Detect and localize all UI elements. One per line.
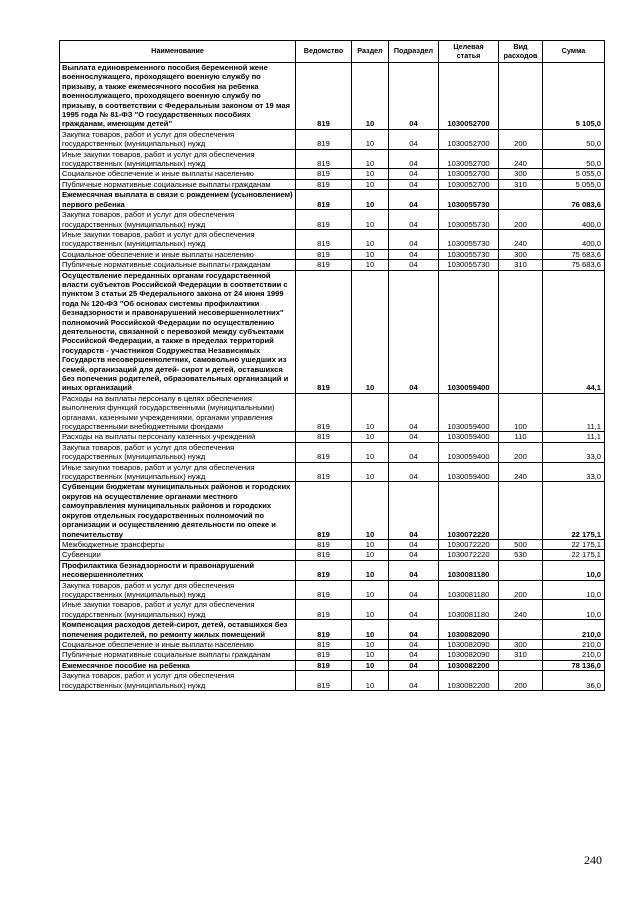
cell-sum: 75 683,6 (543, 260, 605, 270)
cell-sum: 22 175,1 (543, 550, 605, 560)
cell-section: 10 (352, 249, 389, 259)
cell-target-article: 1030072220 (439, 482, 499, 539)
cell-section: 10 (352, 639, 389, 649)
cell-name: Межбюджетные трансферты (60, 539, 296, 549)
cell-expense-type: 240 (499, 149, 543, 169)
cell-section: 10 (352, 229, 389, 249)
cell-expense-type: 500 (499, 539, 543, 549)
table-row (60, 63, 605, 130)
cell-section: 10 (352, 600, 389, 620)
cell-section: 10 (352, 179, 389, 189)
cell-target-article: 1030059400 (439, 432, 499, 442)
cell-name: Профилактика безнадзорности и правонарушений несовершеннолетних (60, 560, 296, 580)
cell-target-article: 1030055730 (439, 210, 499, 230)
cell-subsection: 04 (389, 169, 439, 179)
cell-subsection: 04 (389, 249, 439, 259)
cell-expense-type (499, 620, 543, 640)
table-row (60, 660, 605, 670)
table-row (60, 550, 605, 560)
cell-target-article: 1030055730 (439, 249, 499, 259)
cell-department: 819 (296, 539, 352, 549)
cell-department: 819 (296, 600, 352, 620)
cell-target-article: 1030052700 (439, 169, 499, 179)
table-row (60, 671, 605, 691)
cell-sum: 11,1 (543, 432, 605, 442)
header-expense-type: Вид расходов (499, 41, 543, 63)
cell-department: 819 (296, 442, 352, 462)
table-row (60, 129, 605, 149)
cell-section: 10 (352, 432, 389, 442)
table-row (60, 169, 605, 179)
cell-section: 10 (352, 149, 389, 169)
table-row (60, 179, 605, 189)
cell-name: Расходы на выплаты персоналу казенных учреждений (60, 432, 296, 442)
table-row (60, 462, 605, 482)
cell-expense-type: 300 (499, 249, 543, 259)
cell-section: 10 (352, 270, 389, 393)
table-row (60, 442, 605, 462)
cell-expense-type: 300 (499, 169, 543, 179)
cell-subsection: 04 (389, 620, 439, 640)
cell-expense-type: 310 (499, 260, 543, 270)
table-row (60, 539, 605, 549)
cell-section: 10 (352, 539, 389, 549)
cell-department: 819 (296, 249, 352, 259)
cell-subsection: 04 (389, 580, 439, 600)
header-subsection: Подраздел (389, 41, 439, 63)
cell-target-article: 1030052700 (439, 129, 499, 149)
cell-target-article: 1030055730 (439, 190, 499, 210)
cell-department: 819 (296, 462, 352, 482)
cell-expense-type (499, 482, 543, 539)
cell-subsection: 04 (389, 432, 439, 442)
cell-name: Субвенции (60, 550, 296, 560)
cell-section: 10 (352, 660, 389, 670)
table-row (60, 149, 605, 169)
cell-expense-type: 310 (499, 650, 543, 660)
cell-section: 10 (352, 620, 389, 640)
cell-department: 819 (296, 229, 352, 249)
cell-department: 819 (296, 432, 352, 442)
cell-sum: 400,0 (543, 229, 605, 249)
cell-target-article: 1030082200 (439, 660, 499, 670)
cell-expense-type (499, 63, 543, 130)
cell-name: Осуществление переданных органам государственной власти субъектов Российской Федерации в соответствии с пунктом 3 статьи 25 Федерального закона от 24 июня 1999 года № 120-ФЗ "Об основах системы профилактики безнадзорности и правонарушений несовершеннолетних" полномочий Российской Федерации по осуществлению деятельности, связанной с перевозкой между субъектами Российской Федерации, а также в пределах территорий государств - участников Содружества Независимых Государств несовершеннолетних, самовольно ушедших из семей, организаций для детей- сирот и детей, оставшихся без попечения родителей, образовательных организаций и иных организаций (60, 270, 296, 393)
cell-name: Закупка товаров, работ и услуг для обеспечения государственных (муниципальных) нужд (60, 671, 296, 691)
cell-sum: 210,0 (543, 639, 605, 649)
table-row (60, 249, 605, 259)
cell-sum: 400,0 (543, 210, 605, 230)
header-name: Наименование (60, 41, 296, 63)
cell-department: 819 (296, 63, 352, 130)
cell-expense-type: 200 (499, 580, 543, 600)
cell-section: 10 (352, 129, 389, 149)
header-target-article: Целевая статья (439, 41, 499, 63)
table-row (60, 229, 605, 249)
cell-name: Ежемесячная выплата в связи с рождением (усыновлением) первого ребенка (60, 190, 296, 210)
cell-expense-type: 240 (499, 600, 543, 620)
cell-subsection: 04 (389, 270, 439, 393)
cell-subsection: 04 (389, 442, 439, 462)
cell-subsection: 04 (389, 229, 439, 249)
cell-department: 819 (296, 190, 352, 210)
cell-department: 819 (296, 169, 352, 179)
header-department: Ведомство (296, 41, 352, 63)
cell-department: 819 (296, 580, 352, 600)
cell-department: 819 (296, 393, 352, 432)
cell-sum: 10,0 (543, 560, 605, 580)
cell-subsection: 04 (389, 260, 439, 270)
cell-subsection: 04 (389, 63, 439, 130)
cell-name: Закупка товаров, работ и услуг для обеспечения государственных (муниципальных) нужд (60, 210, 296, 230)
cell-subsection: 04 (389, 190, 439, 210)
cell-sum: 10,0 (543, 580, 605, 600)
cell-name: Закупка товаров, работ и услуг для обеспечения государственных (муниципальных) нужд (60, 129, 296, 149)
cell-department: 819 (296, 620, 352, 640)
cell-name: Публичные нормативные социальные выплаты гражданам (60, 260, 296, 270)
cell-department: 819 (296, 550, 352, 560)
cell-target-article: 1030059400 (439, 442, 499, 462)
cell-section: 10 (352, 442, 389, 462)
cell-department: 819 (296, 260, 352, 270)
table-row (60, 600, 605, 620)
cell-subsection: 04 (389, 560, 439, 580)
budget-table (59, 40, 605, 691)
cell-sum: 22 175,1 (543, 482, 605, 539)
cell-section: 10 (352, 190, 389, 210)
cell-subsection: 04 (389, 462, 439, 482)
cell-name: Ежемесячное пособие на ребенка (60, 660, 296, 670)
cell-sum: 50,0 (543, 129, 605, 149)
cell-section: 10 (352, 260, 389, 270)
table-row (60, 393, 605, 432)
cell-section: 10 (352, 210, 389, 230)
cell-sum: 76 083,6 (543, 190, 605, 210)
cell-name: Расходы на выплаты персоналу в целях обеспечения выполнения функций государственными (муниципальными) органами, казенными учреждениями, органами управления государственными внебюджетными фондами (60, 393, 296, 432)
header-sum: Сумма (543, 41, 605, 63)
header-section: Раздел (352, 41, 389, 63)
cell-sum: 78 136,0 (543, 660, 605, 670)
cell-subsection: 04 (389, 129, 439, 149)
cell-expense-type: 100 (499, 393, 543, 432)
cell-sum: 75 683,6 (543, 249, 605, 259)
cell-name: Закупка товаров, работ и услуг для обеспечения государственных (муниципальных) нужд (60, 580, 296, 600)
cell-subsection: 04 (389, 482, 439, 539)
cell-department: 819 (296, 270, 352, 393)
cell-subsection: 04 (389, 600, 439, 620)
cell-expense-type: 200 (499, 210, 543, 230)
cell-department: 819 (296, 129, 352, 149)
cell-name: Иные закупки товаров, работ и услуг для обеспечения государственных (муниципальных) нужд (60, 149, 296, 169)
cell-subsection: 04 (389, 650, 439, 660)
cell-section: 10 (352, 63, 389, 130)
cell-expense-type (499, 660, 543, 670)
page-number: 240 (584, 853, 602, 867)
cell-sum: 22 175,1 (543, 539, 605, 549)
cell-sum: 11,1 (543, 393, 605, 432)
table-row (60, 560, 605, 580)
cell-section: 10 (352, 550, 389, 560)
cell-expense-type: 240 (499, 229, 543, 249)
cell-subsection: 04 (389, 179, 439, 189)
cell-department: 819 (296, 671, 352, 691)
cell-department: 819 (296, 149, 352, 169)
cell-section: 10 (352, 462, 389, 482)
cell-subsection: 04 (389, 210, 439, 230)
cell-target-article: 1030052700 (439, 149, 499, 169)
cell-name: Социальное обеспечение и иные выплаты населению (60, 169, 296, 179)
cell-expense-type: 310 (499, 179, 543, 189)
cell-subsection: 04 (389, 550, 439, 560)
cell-sum: 5 055,0 (543, 169, 605, 179)
cell-name: Иные закупки товаров, работ и услуг для обеспечения государственных (муниципальных) нужд (60, 600, 296, 620)
cell-department: 819 (296, 650, 352, 660)
cell-department: 819 (296, 660, 352, 670)
cell-target-article: 1030059400 (439, 462, 499, 482)
cell-expense-type: 240 (499, 462, 543, 482)
cell-target-article: 1030082200 (439, 671, 499, 691)
cell-sum: 33,0 (543, 462, 605, 482)
cell-target-article: 1030072220 (439, 539, 499, 549)
cell-sum: 5 055,0 (543, 179, 605, 189)
cell-section: 10 (352, 560, 389, 580)
cell-department: 819 (296, 482, 352, 539)
cell-target-article: 1030082090 (439, 639, 499, 649)
cell-section: 10 (352, 393, 389, 432)
cell-section: 10 (352, 671, 389, 691)
cell-target-article: 1030081180 (439, 600, 499, 620)
cell-department: 819 (296, 210, 352, 230)
cell-name: Иные закупки товаров, работ и услуг для обеспечения государственных (муниципальных) нужд (60, 462, 296, 482)
cell-name: Субвенции бюджетам муниципальных районов и городских округов на осуществление органами местного самоуправления муниципальных районов и городских округов отдельных государственных полномочий по организации и осуществлению деятельности по опеке и попечительству (60, 482, 296, 539)
table-row (60, 580, 605, 600)
cell-name: Социальное обеспечение и иные выплаты населению (60, 249, 296, 259)
cell-target-article: 1030059400 (439, 393, 499, 432)
cell-subsection: 04 (389, 671, 439, 691)
cell-section: 10 (352, 580, 389, 600)
cell-subsection: 04 (389, 639, 439, 649)
cell-name: Выплата единовременного пособия беременной жене военнослужащего, проходящего военную службу по призыву, а также ежемесячного пособия на ребенка военнослужащего, проходящего военную службу по призыву, в соответствии с Федеральным законом от 19 мая 1995 года № 81-ФЗ "О государственных пособиях гражданам, имеющим детей" (60, 63, 296, 130)
cell-target-article: 1030081180 (439, 560, 499, 580)
cell-target-article: 1030072220 (439, 550, 499, 560)
cell-sum: 50,0 (543, 149, 605, 169)
cell-expense-type (499, 190, 543, 210)
cell-section: 10 (352, 169, 389, 179)
cell-name: Компенсация расходов детей-сирот, детей, оставшихся без попечения родителей, по ремонту жилых помещений (60, 620, 296, 640)
cell-sum: 36,0 (543, 671, 605, 691)
cell-target-article: 1030055730 (439, 229, 499, 249)
cell-sum: 210,0 (543, 620, 605, 640)
cell-subsection: 04 (389, 393, 439, 432)
table-row (60, 620, 605, 640)
cell-expense-type: 300 (499, 639, 543, 649)
cell-expense-type (499, 270, 543, 393)
table-row (60, 432, 605, 442)
cell-sum: 44,1 (543, 270, 605, 393)
cell-department: 819 (296, 560, 352, 580)
cell-sum: 10,0 (543, 600, 605, 620)
cell-target-article: 1030052700 (439, 179, 499, 189)
table-row (60, 650, 605, 660)
cell-name: Закупка товаров, работ и услуг для обеспечения государственных (муниципальных) нужд (60, 442, 296, 462)
cell-expense-type: 200 (499, 671, 543, 691)
cell-name: Социальное обеспечение и иные выплаты населению (60, 639, 296, 649)
cell-name: Иные закупки товаров, работ и услуг для обеспечения государственных (муниципальных) нужд (60, 229, 296, 249)
cell-target-article: 1030059400 (439, 270, 499, 393)
cell-expense-type: 200 (499, 442, 543, 462)
budget-table-container (59, 40, 604, 691)
table-row (60, 190, 605, 210)
cell-target-article: 1030081180 (439, 580, 499, 600)
cell-sum: 5 105,0 (543, 63, 605, 130)
cell-expense-type: 200 (499, 129, 543, 149)
table-row (60, 210, 605, 230)
cell-target-article: 1030055730 (439, 260, 499, 270)
cell-expense-type: 530 (499, 550, 543, 560)
cell-name: Публичные нормативные социальные выплаты гражданам (60, 179, 296, 189)
cell-name: Публичные нормативные социальные выплаты гражданам (60, 650, 296, 660)
cell-department: 819 (296, 639, 352, 649)
table-row (60, 260, 605, 270)
cell-sum: 33,0 (543, 442, 605, 462)
cell-target-article: 1030082090 (439, 620, 499, 640)
cell-section: 10 (352, 650, 389, 660)
cell-subsection: 04 (389, 539, 439, 549)
table-body (60, 63, 605, 691)
cell-section: 10 (352, 482, 389, 539)
cell-sum: 210,0 (543, 650, 605, 660)
table-header-row (60, 41, 605, 63)
cell-subsection: 04 (389, 660, 439, 670)
cell-target-article: 1030052700 (439, 63, 499, 130)
cell-department: 819 (296, 179, 352, 189)
table-row (60, 270, 605, 393)
cell-subsection: 04 (389, 149, 439, 169)
table-row (60, 639, 605, 649)
cell-expense-type: 110 (499, 432, 543, 442)
table-row (60, 482, 605, 539)
cell-expense-type (499, 560, 543, 580)
cell-target-article: 1030082090 (439, 650, 499, 660)
